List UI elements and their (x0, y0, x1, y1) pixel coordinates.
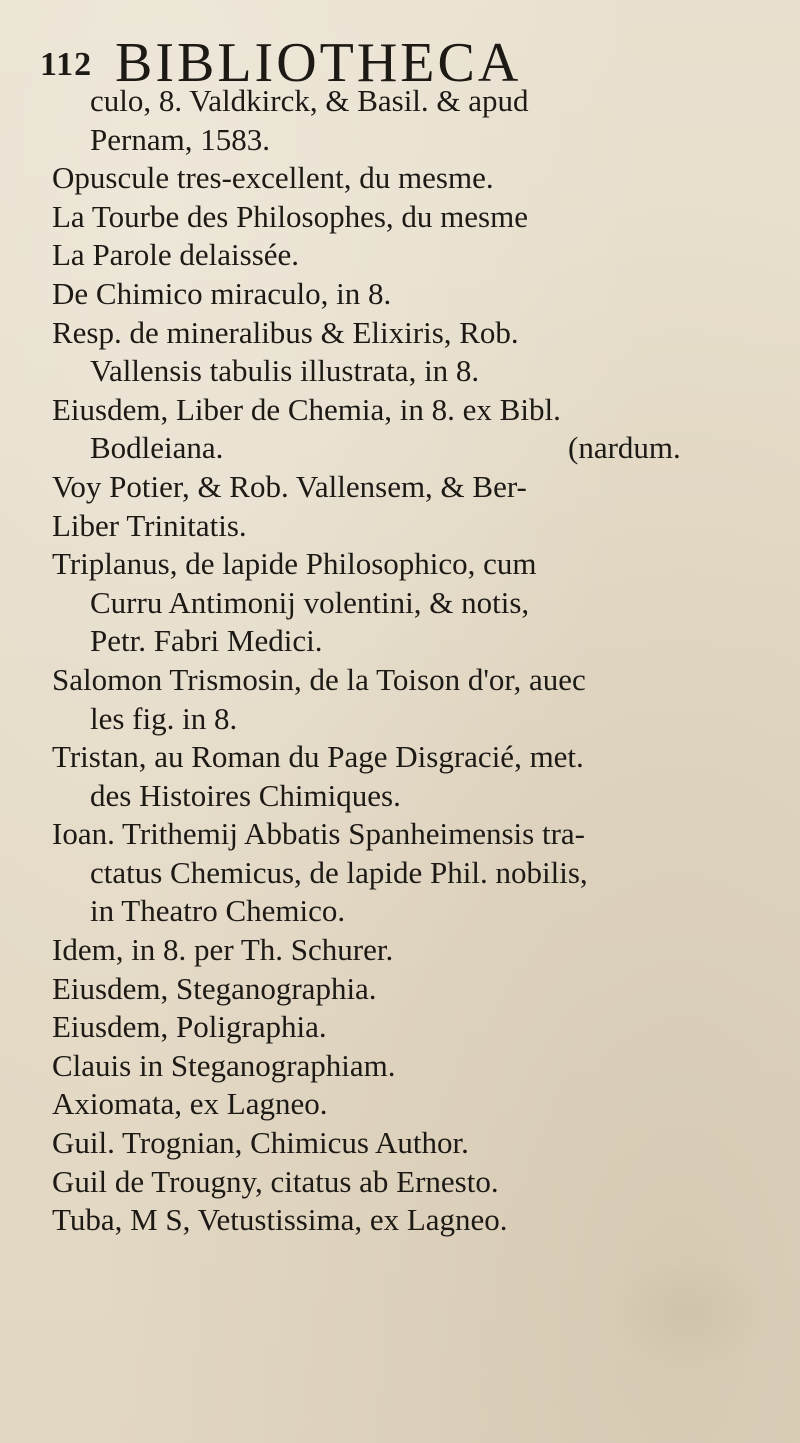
text-line: les fig. in 8. (90, 700, 238, 736)
text-line: De Chimico miraculo, in 8. (52, 275, 392, 311)
text-line: Voy Potier, & Rob. Vallensem, & Ber- (52, 468, 527, 504)
text-line: La Tourbe des Philosophes, du mesme (52, 198, 528, 234)
text-line: Guil de Trougny, citatus ab Ernesto. (52, 1163, 499, 1199)
text-line: des Histoires Chimiques. (90, 777, 401, 813)
paper-stain (610, 1253, 770, 1373)
text-line: Pernam, 1583. (90, 121, 270, 157)
text-line: Clauis in Steganographiam. (52, 1047, 396, 1083)
text-line: Liber Trinitatis. (52, 507, 247, 543)
text-line: Resp. de mineralibus & Elixiris, Rob. (52, 314, 519, 350)
text-line: Ioan. Trithemij Abbatis Spanheimensis tra- (52, 816, 585, 852)
text-line: Bodleiana. (90, 430, 224, 466)
text-line: Axiomata, ex Lagneo. (52, 1086, 328, 1122)
text-line: Eiusdem, Liber de Chemia, in 8. ex Bibl. (52, 391, 561, 427)
text-line: Guil. Trognian, Chimicus Author. (52, 1125, 469, 1161)
text-line-pair (0, 429, 800, 468)
text-line: Salomon Trismosin, de la Toison d'or, auec (52, 661, 586, 697)
text-line: Idem, in 8. per Th. Schurer. (52, 932, 394, 968)
text-line: culo, 8. Valdkirck, & Basil. & apud (90, 83, 529, 118)
text-line: La Parole delaissée. (52, 237, 300, 273)
running-title: BIBLIOTHECA (115, 32, 522, 94)
text-line: Tuba, M S, Vetustissima, ex Lagneo. (52, 1202, 508, 1238)
text-line: Eiusdem, Steganographia. (52, 970, 377, 1006)
text-line: Curru Antimonij volentini, & notis, (90, 584, 530, 620)
page-number: 112 (40, 46, 93, 83)
text-line: (nardum. (568, 430, 681, 466)
text-line: Opuscule tres-excellent, du mesme. (52, 160, 494, 196)
text-line: Vallensis tabulis illustrata, in 8. (90, 353, 480, 389)
text-line: Triplanus, de lapide Philosophico, cum (52, 546, 537, 582)
text-line: Tristan, au Roman du Page Disgracié, met. (52, 739, 584, 775)
text-line: in Theatro Chemico. (90, 893, 346, 929)
text-line: Eiusdem, Poligraphia. (52, 1009, 327, 1045)
catalogue-text (0, 82, 800, 1240)
text-line: ctatus Chemicus, de lapide Phil. nobilis, (90, 854, 588, 890)
text-line: Petr. Fabri Medici. (90, 623, 323, 659)
